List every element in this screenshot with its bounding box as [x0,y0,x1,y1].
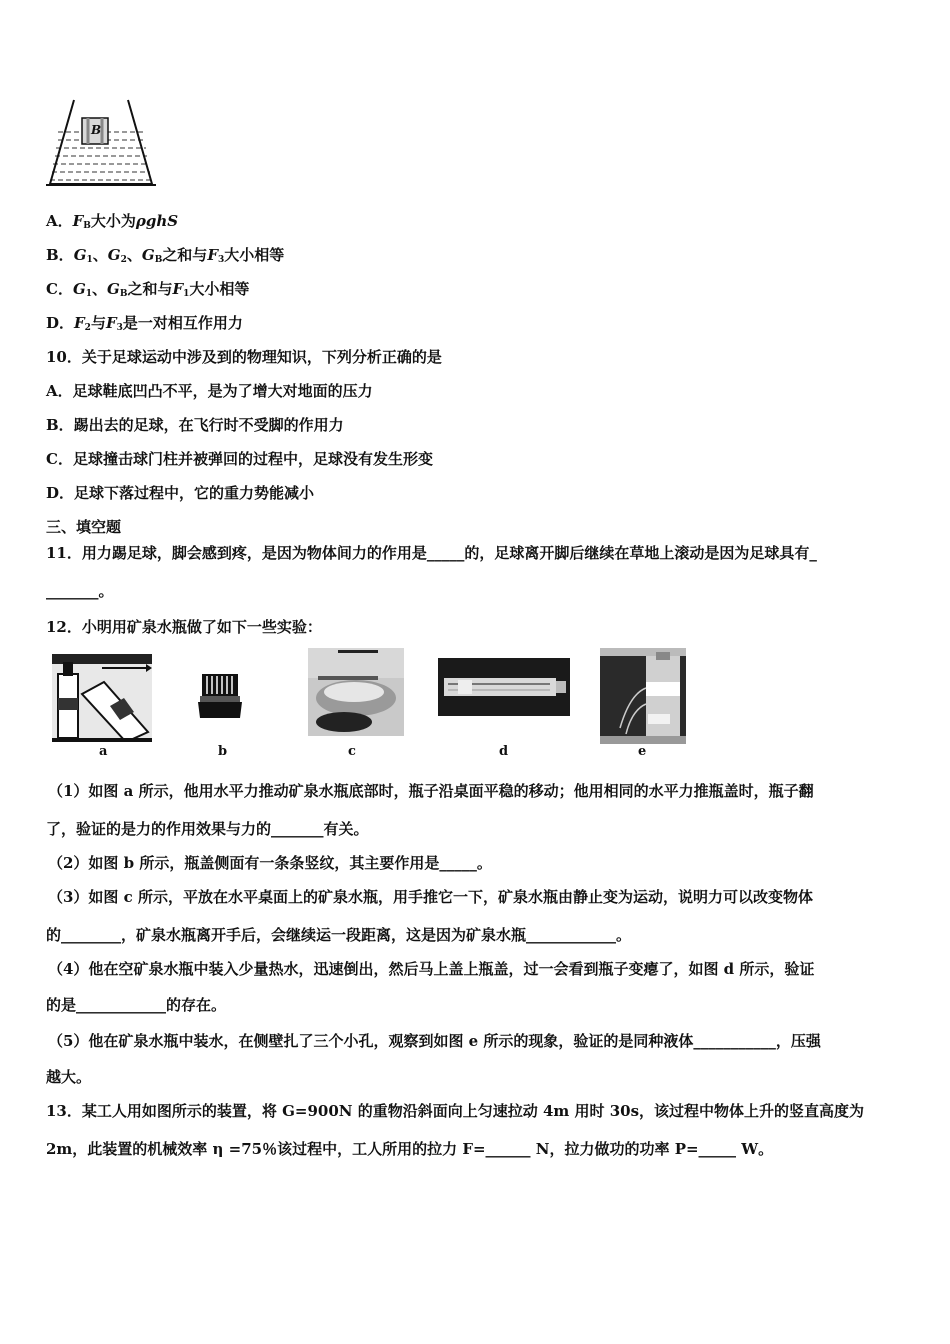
q13-line2: 2m，此装置的机械效率 η =75％该过程中，工人所用的拉力 F=______ N，拉力做功的功率 P=_____ W。 [46,1140,774,1158]
q11-line1: 11．用力踢足球，脚会感到疼，是因为物体间力的作用是_____的，足球离开脚后继续在草地上滚动是因为足球具有_ [46,544,817,562]
q10-stem: 10．关于足球运动中涉及到的物理知识，下列分析正确的是 [46,348,442,366]
q12-stem: 12．小明用矿泉水瓶做了如下一些实验： [46,618,322,636]
photo-a-bottles [52,654,152,742]
q12-part3-line1: （3）如图 c 所示，平放在水平桌面上的矿泉水瓶，用手推它一下，矿泉水瓶由静止变为运动，说明力可以改变物体 [48,888,814,906]
photo-e-label: e [638,744,647,759]
photo-b-label: b [218,744,228,759]
q12-part1-line1: （1）如图 a 所示，他用水平力推动矿泉水瓶底部时，瓶子沿桌面平稳的移动；他用相同的水平力推瓶盖时，瓶子翻 [48,782,814,800]
container-figure [44,98,160,190]
q10-option-a: A．足球鞋底凹凸不平，是为了增大对地面的压力 [46,382,373,400]
section-heading-fill-in: 三、填空题 [46,518,122,536]
photo-a-label: a [99,744,108,759]
q12-part1-line2: 了，验证的是力的作用效果与力的_______有关。 [46,820,369,838]
q9-option-a: A．$F_B$大小为ρghS [46,212,179,231]
q10-option-c: C．足球撞击球门柱并被弹回的过程中，足球没有发生形变 [46,450,433,468]
photo-e-bottle-holes [600,648,686,744]
q13-line1: 13．某工人用如图所示的装置，将 G=900N 的重物沿斜面向上匀速拉动 4m 用时 30s，该过程中物体上升的竖直高度为 [46,1102,865,1120]
block-b-label: B [91,123,102,137]
q12-part4-line2: 的是____________的存在。 [46,996,227,1014]
q12-part4-line1: （4）他在空矿泉水瓶中装入少量热水，迅速倒出，然后马上盖上瓶盖，过一会看到瓶子变瘪了，如图 d 所示，验证 [48,960,815,978]
photo-d-label: d [499,744,509,759]
q9-option-d: D．$F_2$与$F_3$是一对相互作用力 [46,314,243,333]
q9-option-b: B．$G_1$、$G_2$、$G_B$之和与$F_3$大小相等 [46,246,285,265]
q12-part5-line2: 越大。 [46,1068,92,1086]
photo-b-cap [196,672,244,720]
q9-option-c: C．$G_1$、$G_B$之和与$F_1$大小相等 [46,280,250,299]
photo-c-label: c [348,744,356,759]
q11-line2: _______。 [46,582,114,600]
q10-option-b: B．踢出去的足球，在飞行时不受脚的作用力 [46,416,344,434]
q12-part2: （2）如图 b 所示，瓶盖侧面有一条条竖纹，其主要作用是_____。 [48,854,492,872]
q12-part3-line2: 的________，矿泉水瓶离开手后，会继续运一段距离，这是因为矿泉水瓶____________。 [46,926,632,944]
photo-c-hand-push [308,648,404,736]
q12-part5-line1: （5）他在矿泉水瓶中装水，在侧壁扎了三个小孔，观察到如图 e 所示的现象，验证的是同种液体___________，压强 [48,1032,821,1050]
photo-d-crushed-bottle [438,658,570,716]
q10-option-d: D．足球下落过程中，它的重力势能减小 [46,484,315,502]
